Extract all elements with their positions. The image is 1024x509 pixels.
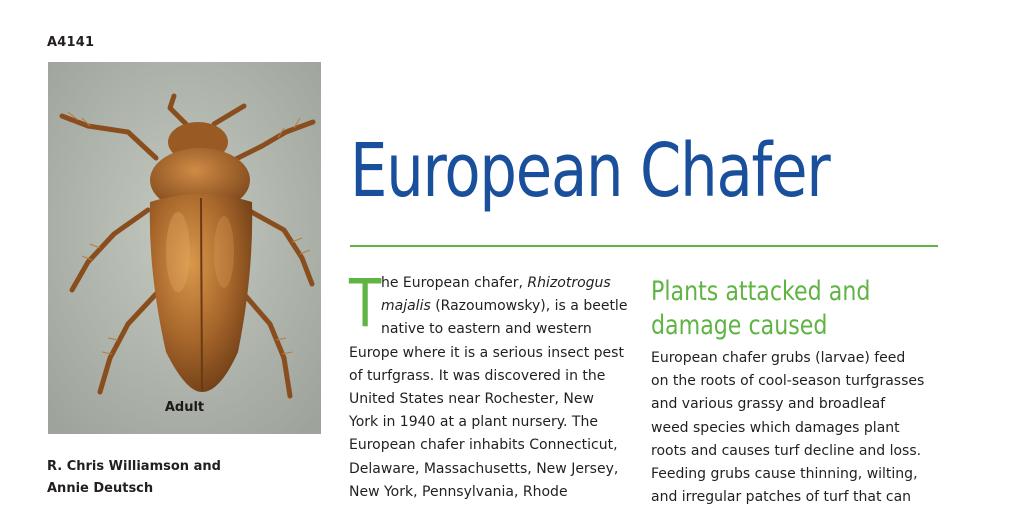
text-run: Delaware, Massachusetts, New Jersey, <box>349 460 619 477</box>
text-run: native to eastern and western <box>381 321 592 338</box>
photo-caption: Adult <box>164 400 205 415</box>
section-line: weed species which damages plant <box>651 419 900 436</box>
italic-text: Rhizotrogus <box>527 275 611 291</box>
intro-paragraph <box>349 265 639 504</box>
section-line: Feeding grubs cause thinning, wilting, <box>651 466 918 483</box>
beetle-photo <box>48 62 321 434</box>
intro-line <box>349 481 639 504</box>
section-heading-line-1: Plants attacked and <box>651 276 871 307</box>
section-line: on the roots of cool-season turfgrasses <box>651 373 925 390</box>
section-body <box>651 347 951 509</box>
intro-line <box>349 318 639 341</box>
intro-line <box>349 272 639 295</box>
intro-line <box>349 342 639 365</box>
italic-text: majalis <box>381 298 431 315</box>
publication-number: A4141 <box>47 35 95 50</box>
intro-line <box>349 365 639 388</box>
page-title: European Chafer <box>350 128 830 214</box>
section-line: and various grassy and broadleaf <box>651 396 886 413</box>
section-line: and irregular patches of turf that can <box>651 489 912 506</box>
author-line-1: R. Chris Williamson and <box>47 459 221 474</box>
intro-line <box>349 295 639 318</box>
text-run: Europe where it is a serious insect pest <box>349 344 624 361</box>
authors <box>47 456 221 500</box>
section-line: roots and causes turf decline and loss. <box>651 442 922 459</box>
text-run: of turfgrass. It was discovered in the <box>349 367 606 384</box>
european-chafer-adult-image <box>48 62 321 434</box>
author-line-2: Annie Deutsch <box>47 481 154 496</box>
text-run: (Razoumowsky), is a beetle <box>430 298 628 315</box>
text-run: New York, Pennsylvania, Rhode <box>349 483 568 500</box>
section-heading-line-2: damage caused <box>651 310 828 341</box>
text-run: he European chafer, <box>381 275 528 291</box>
drop-cap: T <box>349 265 382 342</box>
section-line: European chafer grubs (larvae) feed <box>651 350 906 366</box>
intro-line <box>349 434 639 457</box>
text-run: United States near Rochester, New <box>349 391 594 408</box>
text-run: York in 1940 at a plant nursery. The <box>349 414 598 431</box>
section-plants-attacked <box>651 275 951 509</box>
text-run: European chafer inhabits Connecticut, <box>349 437 618 454</box>
intro-line <box>349 388 639 411</box>
section-heading <box>651 275 897 343</box>
intro-line <box>349 411 639 434</box>
title-divider <box>350 245 938 247</box>
intro-line <box>349 458 639 481</box>
